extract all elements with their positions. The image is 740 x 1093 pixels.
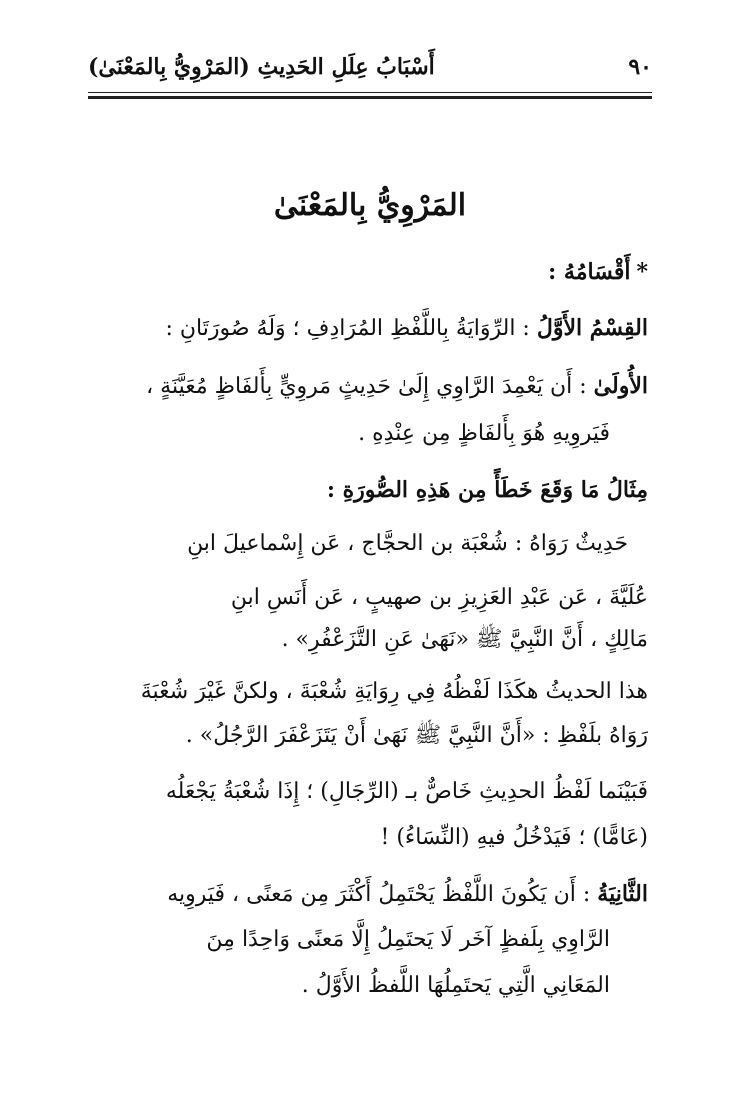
running-title: أَسْبَابُ عِلَلِ الحَدِيثِ (المَرْوِيُّ بِالمَعْنَىٰ) — [88, 54, 435, 80]
body-line-12: (عَامًّا) ؛ فَيَدْخُلُ فيهِ (النِّسَاءُ) ! — [380, 825, 648, 850]
line-13-rest: : أَن يَكُونَ اللَّفْظُ يَحْتَمِلُ أَكْثَرَ مِن مَعنًى ، فَيَروِيه — [167, 882, 591, 907]
body-line-1 — [92, 252, 648, 292]
body-line-10: رَوَاهُ بلَفْظِ : «أَنَّ النَّبِيَّ ﷺ نَهَىٰ أَنْ يَتَزَعْفَرَ الرَّجُلُ» . — [185, 723, 648, 748]
body-line-15: المَعَانِي الَّتِي يَحتَمِلُهَا اللَّفظُ الأَوَّلُ . — [301, 973, 610, 998]
body-line-6: حَدِيثٌ رَوَاهُ : شُعْبَة بن الحجَّاج ، عَن إِسْماعيلَ ابنِ — [187, 531, 628, 556]
header-rule-thin — [88, 92, 652, 93]
page-number: ٩٠ — [628, 54, 652, 80]
line-3-lead: الأُولَىٰ — [593, 373, 648, 399]
body-line-13 — [92, 874, 648, 915]
body-line-8: مَالِكٍ ، أَنَّ النَّبِيَّ ﷺ «نَهَىٰ عَنِ التَّزَعْفُرِ» . — [281, 627, 648, 652]
body-line-2 — [92, 308, 648, 349]
section-title: المَرْوِيُّ بِالمَعْنَىٰ — [273, 188, 467, 223]
header-rule-thick — [88, 96, 652, 99]
body-line-7: عُلَيَّةَ ، عَن عَبْدِ العَزِيزِ بن صهيبٍ ، عَن أَنَسِ ابنِ — [230, 585, 648, 610]
line-3-rest: : أَن يَعْمِدَ الرَّاوِي إِلَىٰ حَدِيثٍ مَروِيٍّ بِأَلفَاظٍ مُعَيَّنَةٍ ، — [146, 374, 587, 399]
asterisk-marker: * — [636, 259, 648, 285]
line-1-text: أَقْسَامُهُ : — [548, 259, 631, 285]
body-line-3 — [92, 366, 648, 407]
body-line-11: فَبَيْنَما لَفْظُ الحدِيثِ خَاصٌّ بـ (الرِّجَالِ) ؛ إِذَا شُعْبَةُ يَجْعَلُه — [165, 779, 648, 804]
body-line-5: مِثَالُ مَا وَقَعَ خَطَأً مِن هَذِهِ الصُّورَةِ : — [326, 477, 648, 503]
body-line-4: فَيَروِيهِ هُوَ بِأَلفَاظٍ مِن عِنْدِهِ . — [358, 421, 610, 446]
body-line-9: هذا الحديثُ هكَذَا لَفْظُهُ فِي رِوَايَةِ شُعْبَةَ ، ولكنَّ غَيْرَ شُعْبَةَ — [140, 679, 648, 704]
line-2-lead: القِسْمُ الأَوَّلُ — [536, 315, 648, 341]
body-line-14: الرَّاوِي بِلَفظٍ آخَر لَا يَحتَمِلُ إِلَّا مَعنًى وَاحِدًا مِنَ — [206, 927, 610, 952]
line-2-rest: : الرِّوَايَةُ بِاللَّفْظِ المُرَادِفِ ؛ وَلَهُ صُورَتَانِ : — [165, 316, 530, 341]
page-header — [88, 50, 652, 90]
line-13-lead: الثَّانِيَةُ — [597, 881, 648, 907]
